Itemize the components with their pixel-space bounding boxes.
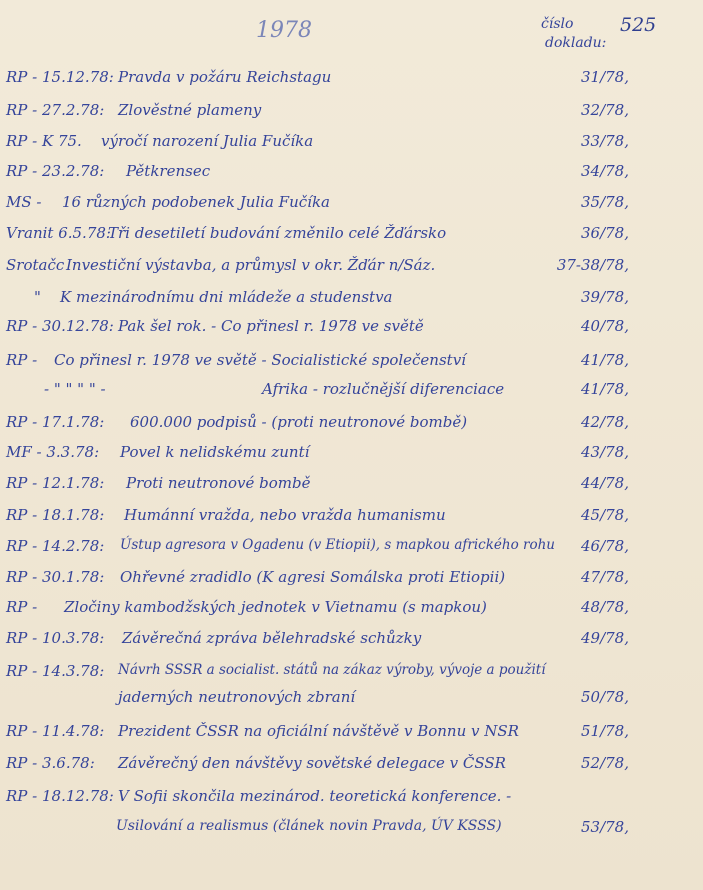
page-number: 525 — [620, 14, 657, 36]
entry-title: Investiční výstavba, a průmysl v okr. Žďár n/Sáz. — [66, 256, 436, 274]
list-item — [0, 629, 703, 657]
entry-number: 40/78, — [581, 317, 629, 335]
entry-number: 36/78, — [581, 224, 629, 242]
list-item — [0, 443, 703, 471]
list-item — [0, 256, 703, 284]
list-item — [0, 317, 703, 345]
entry-title: Ohřevné zradidlo (K agresi Somálska proti Etiopii) — [120, 568, 506, 586]
entry-title: 16 různých podobenek Julia Fučíka — [62, 193, 330, 211]
entry-title: Humánní vražda, nebo vražda humanismu — [124, 506, 446, 524]
list-item — [0, 193, 703, 221]
entry-source: RP - K 75. — [6, 132, 82, 150]
entry-title: Afrika - rozlučnější diferenciace — [262, 380, 505, 398]
entry-title: Usilování a realismus (článek novin Pravda, ÚV KSSS) — [116, 818, 502, 834]
entry-title: Ústup agresora v Ogadenu (v Etiopii), s mapkou afrického rohu — [120, 537, 555, 553]
entry-source: RP - 11.4.78: — [6, 722, 105, 740]
list-item — [0, 506, 703, 534]
entry-source: RP - 12.1.78: — [6, 474, 105, 492]
entry-source: RP - 14.2.78: — [6, 537, 105, 555]
entry-source: Vranit 6.5.78: — [6, 224, 111, 242]
entry-title: 600.000 podpisů - (proti neutronové bombě) — [130, 413, 468, 431]
list-item — [0, 351, 703, 379]
entry-number: 48/78, — [581, 598, 629, 616]
entry-title: Tři desetiletí budování změnilo celé Žďársko — [108, 224, 447, 242]
entry-number: 49/78, — [581, 629, 629, 647]
entry-number: 39/78, — [581, 288, 629, 306]
entry-source: RP - 17.1.78: — [6, 413, 105, 431]
entry-number: 53/78, — [581, 818, 629, 836]
entry-number: 31/78, — [581, 68, 629, 86]
entry-number: 46/78, — [581, 537, 629, 555]
entry-number: 44/78, — [581, 474, 629, 492]
list-item — [0, 474, 703, 502]
entry-title: Závěrečná zpráva bělehradské schůzky — [122, 629, 422, 647]
entry-source: MF - 3.3.78: — [6, 443, 100, 461]
list-item — [0, 132, 703, 160]
entry-source: RP - 10.3.78: — [6, 629, 105, 647]
list-item — [0, 413, 703, 441]
entry-number: 35/78, — [581, 193, 629, 211]
list-item — [0, 101, 703, 129]
entry-number: 47/78, — [581, 568, 629, 586]
entry-number: 34/78, — [581, 162, 629, 180]
entry-title: Zločiny kambodžských jednotek v Vietnamu (s mapkou) — [64, 598, 487, 616]
list-item — [0, 754, 703, 782]
entry-source: RP - 3.6.78: — [6, 754, 95, 772]
list-item — [0, 224, 703, 252]
entry-source: MS - — [6, 193, 42, 211]
entry-title: výročí narození Julia Fučíka — [101, 132, 314, 150]
list-item — [0, 598, 703, 626]
entry-source: RP - 30.1.78: — [6, 568, 105, 586]
list-item — [0, 568, 703, 596]
entry-title: Co přinesl r. 1978 ve světě - Socialistické společenství — [54, 351, 466, 369]
entry-title: Prezident ČSSR na oficiální návštěvě v Bonnu v NSR — [118, 722, 519, 740]
entry-title: Závěrečný den návštěvy sovětské delegace v ČSSR — [118, 754, 506, 772]
entry-number: 32/78, — [581, 101, 629, 119]
list-item — [0, 288, 703, 316]
entry-title: Povel k nelidskému zuntí — [120, 443, 310, 461]
entry-source: RP - 18.1.78: — [6, 506, 105, 524]
entry-source: RP - — [6, 598, 38, 616]
entry-title: Návrh SSSR a socialist. států na zákaz výroby, vývoje a použití — [118, 662, 546, 678]
list-item — [0, 162, 703, 190]
entry-title: V Sofii skončila mezinárod. teoretická konference. - — [118, 787, 512, 805]
year-heading: 1978 — [256, 18, 312, 43]
entry-source: RP - 14.3.78: — [6, 662, 105, 680]
list-item — [0, 818, 703, 846]
entry-source: RP - 23.2.78: — [6, 162, 105, 180]
entry-source: " — [34, 288, 41, 306]
entry-number: 52/78, — [581, 754, 629, 772]
entry-source: RP - 27.2.78: — [6, 101, 105, 119]
entry-number: 41/78, — [581, 351, 629, 369]
entry-number: 50/78, — [581, 688, 629, 706]
entry-source: RP - 30.12.78: — [6, 317, 114, 335]
entry-source: Srotačc — [6, 256, 65, 274]
entry-number: 42/78, — [581, 413, 629, 431]
entry-source: RP - 15.12.78: — [6, 68, 114, 86]
list-item — [0, 68, 703, 96]
entry-number: 33/78, — [581, 132, 629, 150]
column-label-number: číslo — [541, 16, 574, 32]
entry-source: RP - — [6, 351, 38, 369]
entry-number: 37-38/78, — [556, 256, 629, 274]
column-label-document: dokladu: — [545, 35, 607, 51]
entry-source: - " " " " - — [44, 380, 106, 398]
entry-title: Pravda v požáru Reichstagu — [118, 68, 332, 86]
entry-number: 43/78, — [581, 443, 629, 461]
entry-title: Pak šel rok. - Co přinesl r. 1978 ve světě — [118, 317, 424, 335]
entry-title: Proti neutronové bombě — [126, 474, 311, 492]
entry-title: K mezinárodnímu dni mládeže a studenstva — [60, 288, 393, 306]
entry-number: 41/78, — [581, 380, 629, 398]
entry-title: Pětkrensec — [126, 162, 211, 180]
entry-number: 45/78, — [581, 506, 629, 524]
entry-title: jaderných neutronových zbraní — [118, 688, 356, 706]
entry-number: 51/78, — [581, 722, 629, 740]
list-item — [0, 722, 703, 750]
entry-source: RP - 18.12.78: — [6, 787, 114, 805]
list-item — [0, 688, 703, 716]
list-item — [0, 380, 703, 408]
list-item — [0, 537, 703, 565]
entry-title: Zlověstné plameny — [118, 101, 262, 119]
list-item — [0, 662, 703, 690]
list-item — [0, 787, 703, 815]
